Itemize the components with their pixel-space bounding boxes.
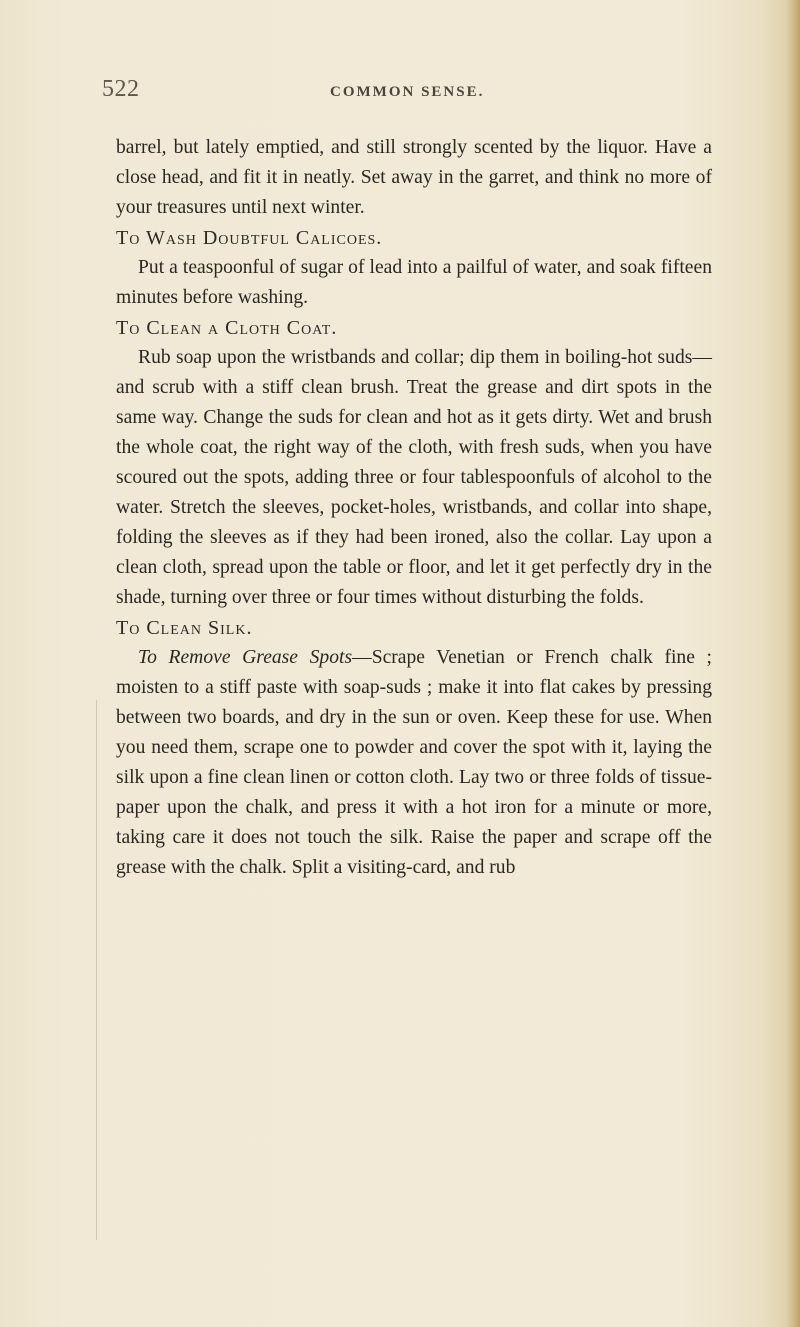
heading-clean-cloth-coat: To Clean a Cloth Coat.	[116, 317, 338, 339]
running-head: COMMON SENSE.	[330, 84, 485, 100]
subheading-remove-grease-spots: To Remove Grease Spots	[138, 647, 353, 668]
page-edge-stain	[786, 0, 800, 1327]
heading-clean-silk: To Clean Silk.	[116, 617, 253, 639]
page-number: 522	[102, 76, 140, 102]
page-body	[116, 133, 712, 883]
margin-pencil-mark	[96, 700, 97, 1240]
paragraph-clean-silk	[116, 643, 712, 883]
heading-wash-calicoes: To Wash Doubtful Calicoes.	[116, 227, 383, 249]
page-header	[102, 76, 722, 106]
paragraph-wash-calicoes: Put a teaspoonful of sugar of lead into a pailful of water, and soak fifteen minutes before washing.	[116, 257, 712, 308]
paragraph-clean-silk-text: —Scrape Venetian or French chalk fine ; moisten to a stiff paste with soap-suds ; make it into flat cakes by pressing between two boards, and dry in the sun or oven. Keep these for use. When you need them, scrape one to powder and cover the spot with it, laying the silk upon a fine clean linen or cotton cloth. Lay two or three folds of tissue-paper upon the chalk, and press it with a hot iron for a minute or more, taking care it does not touch the silk. Raise the paper and scrape off the grease with the chalk. Split a visiting-card, and rub	[116, 647, 712, 878]
intro-paragraph: barrel, but lately emptied, and still strongly scented by the liquor. Have a close head, and fit it in neatly. Set away in the garret, and think no more of your treasures until next winter.	[116, 137, 712, 218]
paragraph-clean-cloth-coat: Rub soap upon the wristbands and collar; dip them in boiling-hot suds—and scrub with a stiff clean brush. Treat the grease and dirt spots in the same way. Change the suds for clean and hot as it gets dirty. Wet and brush the whole coat, the right way of the cloth, with fresh suds, when you have scoured out the spots, adding three or four tablespoonfuls of alcohol to the water. Stretch the sleeves, pocket-holes, wristbands, and collar into shape, folding the sleeves as if they had been ironed, also the collar. Lay upon a clean cloth, spread upon the table or floor, and let it get perfectly dry in the shade, turning over three or four times without disturbing the folds.	[116, 347, 712, 608]
